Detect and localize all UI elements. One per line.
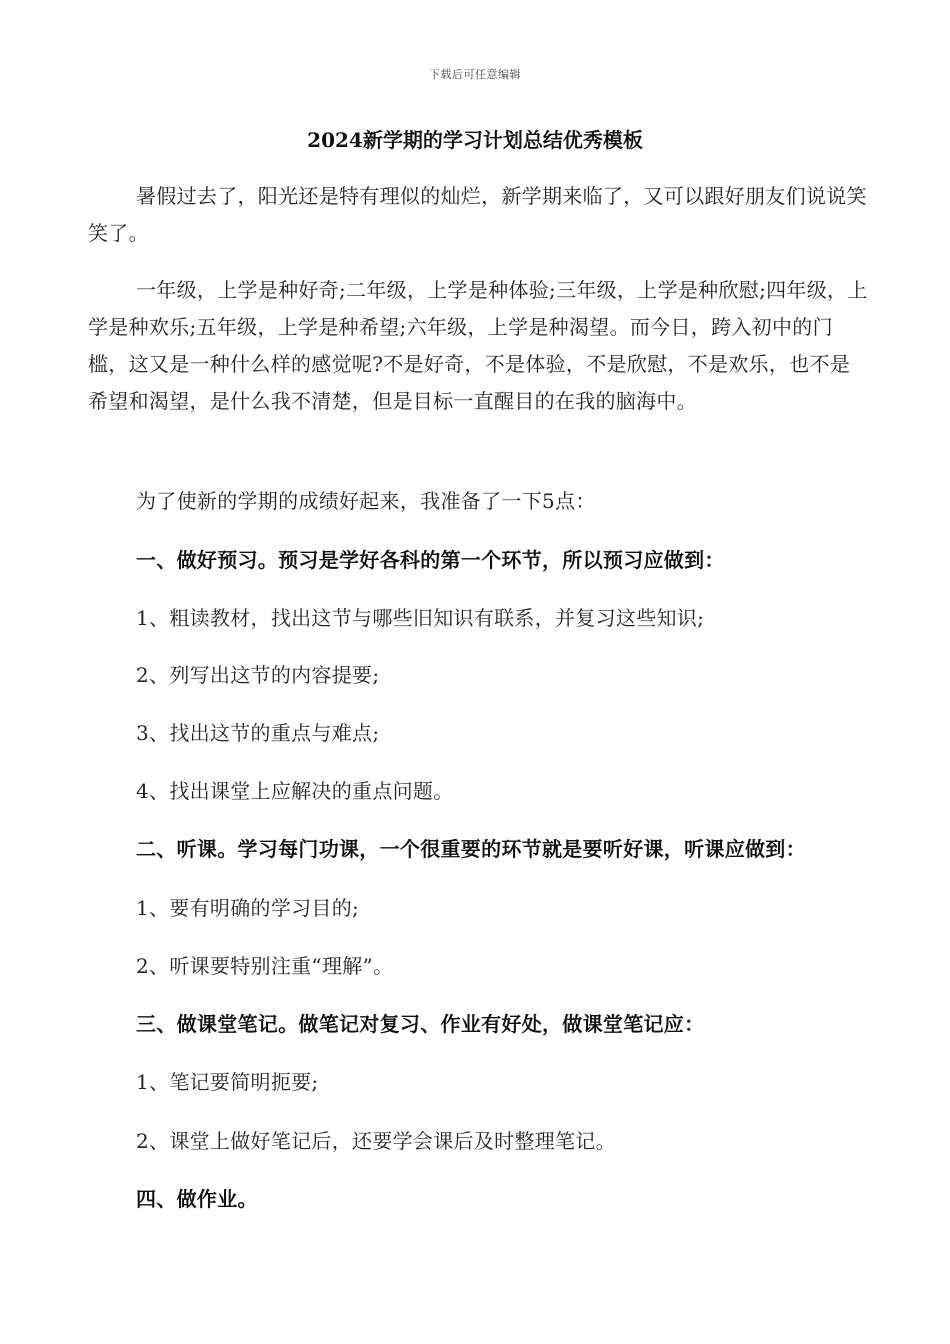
section-1-item-4: 4、找出课堂上应解决的重点问题。	[136, 779, 454, 803]
section-2-heading: 二、听课。学习每门功课，一个很重要的环节就是要听好课，听课应做到：	[136, 837, 806, 861]
section-4-heading: 四、做作业。	[136, 1187, 258, 1211]
section-1-item-1: 1、粗读教材，找出这节与哪些旧知识有联系，并复习这些知识;	[136, 606, 705, 630]
section-2-item-1: 1、要有明确的学习目的;	[136, 896, 360, 920]
section-1-heading: 一、做好预习。预习是学好各科的第一个环节，所以预习应做到：	[136, 548, 725, 572]
section-3-item-2: 2、课堂上做好笔记后，还要学会课后及时整理笔记。	[136, 1129, 616, 1153]
document-title: 2024新学期的学习计划总结优秀模板	[307, 128, 643, 152]
intro-line: 为了使新的学期的成绩好起来，我准备了一下5点：	[136, 489, 596, 513]
header-note: 下载后可任意编辑	[429, 68, 521, 81]
section-2-item-2: 2、听课要特别注重“理解”。	[136, 954, 394, 978]
section-3-item-1: 1、笔记要简明扼要;	[136, 1070, 319, 1094]
section-3-heading: 三、做课堂笔记。做笔记对复习、作业有好处，做课堂笔记应：	[136, 1012, 705, 1036]
section-1-item-3: 3、找出这节的重点与难点;	[136, 721, 380, 745]
paragraph-1: 暑假过去了，阳光还是特有理似的灿烂，新学期来临了，又可以跟好朋友们说说笑笑了。	[88, 184, 867, 245]
paragraph-2: 一年级，上学是种好奇;二年级，上学是种体验;三年级，上学是种欣慰;四年级，上学是种欢乐;五年级，上学是种希望;六年级，上学是种渴望。而今日，跨入初中的门槛，这又是一种什么样的感觉呢?不是好奇，不是体验，不是欣慰，不是欢乐，也不是希望和渴望，是什么我不清楚，但是目标一直醒目的在我的脑海中。	[88, 278, 868, 413]
section-1-item-2: 2、列写出这节的内容提要;	[136, 663, 380, 687]
